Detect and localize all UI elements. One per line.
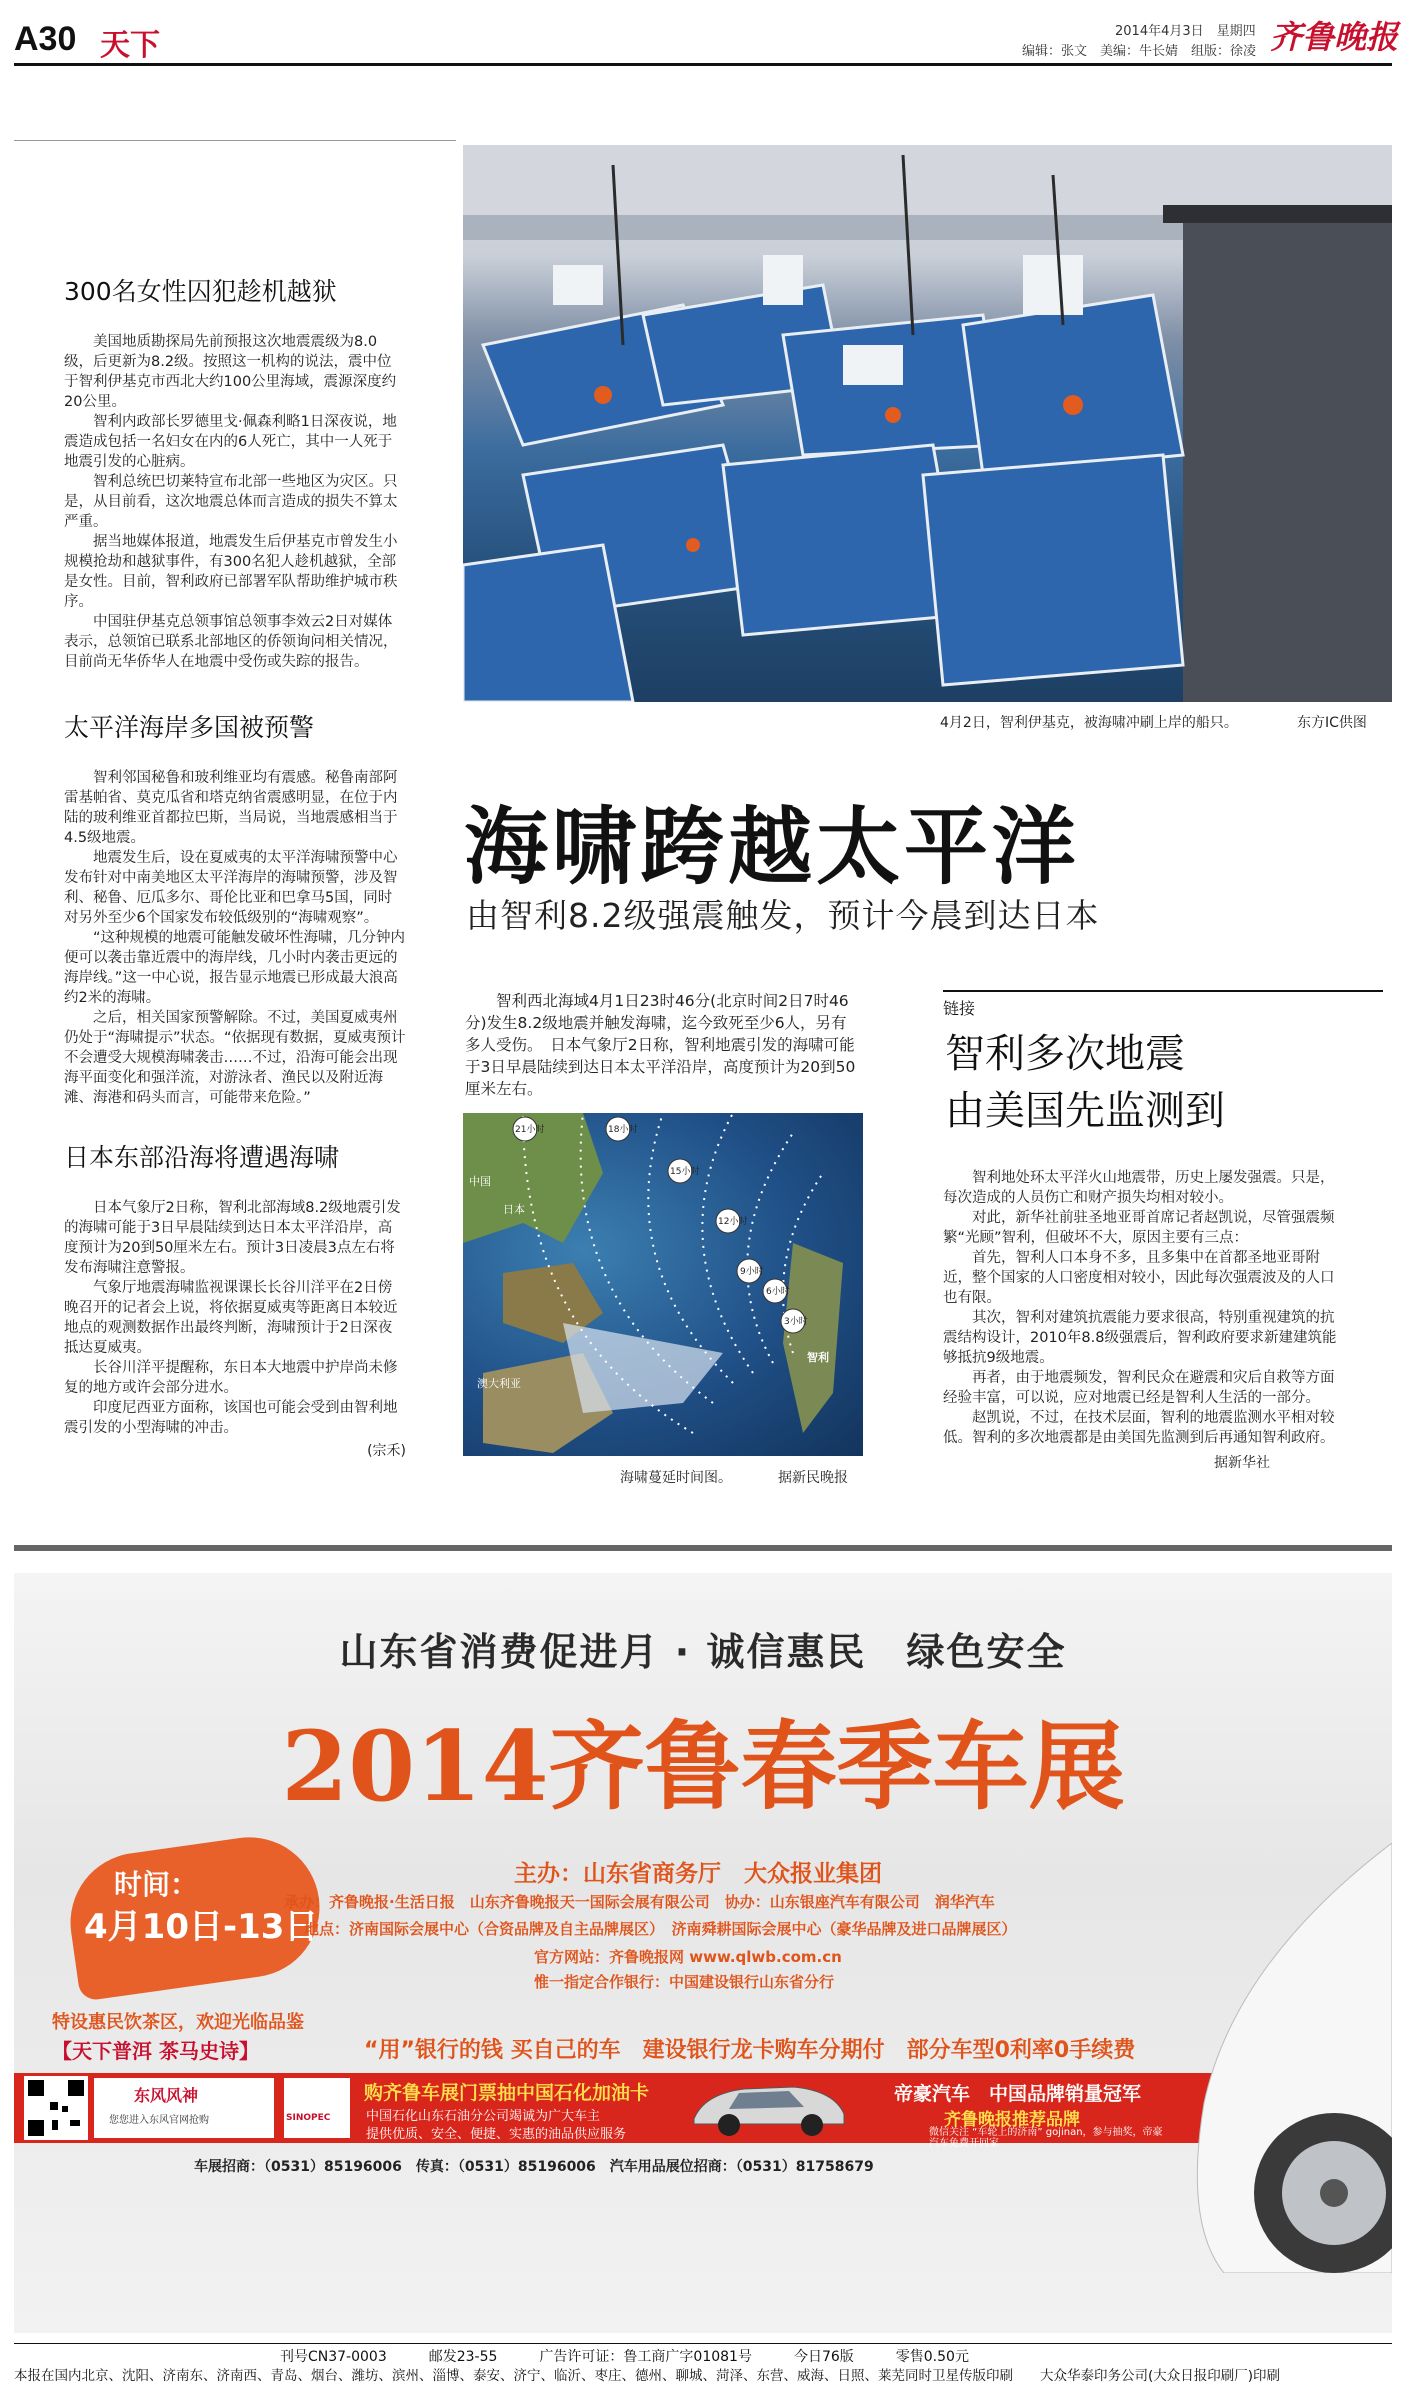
link-label: 链接 [943, 999, 976, 1018]
newspaper-logo: 齐鲁晚报 [1270, 18, 1399, 56]
paragraph: 其次，智利对建筑抗震能力要求很高，特别重视建筑的抗震结构设计，2010年8.8级强震后，智利政府要求新建建筑能够抵抗9级地震。 [943, 1310, 1337, 1366]
paragraph: 地震发生后，设在夏威夷的太平洋海啸预警中心发布针对中南美地区太平洋海岸的海啸预警，涉及智利、秘鲁、厄瓜多尔、哥伦比亚和巴拿马5国，同时对另外至少6个国家发布较低级别的“海啸观察”。 [64, 850, 398, 926]
sedan-image [684, 2069, 854, 2139]
map-label: 3小时 [784, 1317, 808, 1327]
article-body-1 [64, 332, 406, 672]
paragraph: 中国驻伊基克总领事馆总领事李效云2日对媒体表示，总领馆已联系北部地区的侨领询问相关情况，目前尚无华侨华人在地震中受伤或失踪的报告。 [64, 614, 398, 670]
page-code: A30 [14, 20, 77, 58]
sub-headline: 由智利8.2级强震触发，预计今晨到达日本 [466, 896, 1100, 935]
editors-line: 编辑：张文 美编：牛长婧 组版：徐凌 [1022, 44, 1257, 59]
map-label: 18小时 [608, 1125, 638, 1135]
map-label: 智利 [807, 1351, 829, 1364]
paragraph: 气象厅地震海啸监视课课长长谷川洋平在2日傍晚召开的记者会上说，将依据夏威夷等距离日本较近地点的观测数据作出最终判断，海啸预计于2日深夜抵达夏威夷。 [64, 1280, 398, 1356]
map-label: 日本 [503, 1203, 525, 1216]
paragraph: 再者，由于地震频发，智利民众在避震和灾后自救等方面经验丰富，可以说，应对地震已经是智利人生活的一部分。 [943, 1370, 1335, 1406]
map-label: 15小时 [670, 1167, 700, 1177]
paragraph: 长谷川洋平提醒称，东日本大地震中护岸尚未修复的地方或许会部分进水。 [64, 1360, 398, 1396]
ad-separator [14, 1545, 1392, 1551]
map-label: 9小时 [740, 1267, 764, 1277]
map-illustration [463, 1113, 863, 1456]
sinopec-sub-2: 提供优质、安全、便捷、实惠的油品供应服务 [366, 2127, 627, 2142]
dongfeng-sub: 您您进入东风官网抢购 [109, 2115, 209, 2126]
ad-big-title: 2014齐鲁春季车展 [281, 1710, 1125, 1823]
lead-paragraph: 智利西北海域4月1日23时46分(北京时间2日7时46分)发生8.2级地震并触发海啸，迄今致死至少6人，另有多人受伤。 日本气象厅2日称，智利地震引发的海啸可能于3日早晨陆续到达日本太平洋沿岸，高度预计为20到50厘米左右。 [465, 992, 856, 1098]
paragraph: 美国地质勘探局先前预报这次地震震级为8.0级，后更新为8.2级。按照这一机构的说法，震中位于智利伊基克市西北大约100公里海域，震源深度约20公里。 [64, 334, 397, 410]
ad-site: 官方网站：齐鲁晚报网 www.qlwb.com.cn [534, 1948, 842, 1966]
paragraph: 日本气象厅2日称，智利北部海域8.2级地震引发的海啸可能于3日早晨陆续到达日本太平洋沿岸，高度预计为20到50厘米左右。预计3日凌晨3点左右将发布海啸注意警报。 [64, 1200, 401, 1276]
link-rule [943, 990, 1383, 992]
paragraph: “这种规模的地震可能触发破坏性海啸，几分钟内便可以袭击靠近震中的海岸线，几小时内袭击更远的海岸线。”这一中心说，报告显示地震已形成最大浪高约2米的海啸。 [64, 930, 406, 1006]
paragraph: 赵凯说，不过，在技术层面，智利的地震监测水平相对较低。智利的多次地震都是由美国先监测到后再通知智利政府。 [943, 1410, 1335, 1446]
header-rule [14, 63, 1392, 66]
paragraph: 智利地处环太平洋火山地震带，历史上屡发强震。只是，每次造成的人员伤亡和财产损失均相对较小。 [943, 1170, 1335, 1206]
sinopec-logo-box [284, 2078, 350, 2138]
geely-note: 微信关注 “车轮上的济南” gojinan，参与抽奖，帝豪汽车免费开回家 [929, 2127, 1163, 2149]
footer-rule [14, 2343, 1392, 2344]
link-credit: 据新华社 [1214, 1455, 1270, 1471]
tea-line-2: 【天下普洱 茶马史诗】 [52, 2039, 259, 2063]
map-label: 澳大利亚 [477, 1377, 521, 1390]
footer-line-1: 刊号CN37-0003 邮发23-55 广告许可证：鲁工商广字01081号 今日76版 零售0.50元 [280, 2349, 969, 2365]
sinopec-sub-1: 中国石化山东石油分公司竭诚为广大车主 [366, 2109, 601, 2124]
link-title-2: 由美国先监测到 [945, 1088, 1225, 1134]
map-credit: 据新民晚报 [778, 1470, 848, 1486]
paragraph: 智利邻国秘鲁和玻利维亚均有震感。秘鲁南部阿雷基帕省、莫克瓜省和塔克纳省震感明显，在位于内陆的玻利维亚首都拉巴斯，当局说，当地震感相当于4.5级地震。 [64, 770, 398, 846]
map-caption: 海啸蔓延时间图。 [620, 1470, 732, 1486]
photo-stranded-boats [463, 145, 1392, 702]
sinopec-title: 购齐鲁车展门票抽中国石化加油卡 [364, 2082, 650, 2104]
time-value: 4月10日-13日 [84, 1907, 319, 1947]
map-label: 12小时 [718, 1217, 748, 1227]
ad-top-line: 山东省消费促进月 · 诚信惠民 绿色安全 [339, 1630, 1067, 1674]
column-top-rule [14, 140, 456, 141]
map-label: 6小时 [766, 1287, 790, 1297]
dongfeng-logo: 东风风神 [134, 2086, 199, 2105]
link-body [943, 1168, 1343, 1448]
heading-prison-break: 300名女性囚犯趁机越狱 [64, 277, 337, 306]
article-body-2 [64, 768, 406, 1108]
ad-bank: 惟一指定合作银行：中国建设银行山东省分行 [534, 1973, 835, 1991]
main-headline: 海啸跨越太平洋 [464, 798, 1081, 896]
paragraph: 首先，智利人口本身不多，且多集中在首都圣地亚哥附近，整个国家的人口密度相对较小，因此每次强震波及的人口也有限。 [943, 1250, 1335, 1306]
tea-line-1: 特设惠民饮茶区，欢迎光临品鉴 [52, 2012, 304, 2033]
geely-sub: 齐鲁晚报推荐品牌 [944, 2110, 1080, 2130]
ad-organizer: 承办：齐鲁晚报·生活日报 山东齐鲁晚报天一国际会展有限公司 协办：山东银座汽车有限公司 润华汽车 [284, 1893, 995, 1911]
paragraph: 据当地媒体报道，地震发生后伊基克市曾发生小规模抢劫和越狱事件，有300名犯人趁机越狱，全部是女性。目前，智利政府已部署军队帮助维护城市秩序。 [64, 534, 398, 610]
photo-caption: 4月2日，智利伊基克，被海啸冲刷上岸的船只。 [940, 715, 1238, 731]
date-line: 2014年4月3日 星期四 [1115, 24, 1256, 39]
footer-line-2: 本报在国内北京、沈阳、济南东、济南西、青岛、烟台、潍坊、滨州、淄博、泰安、济宁、临沂、枣庄、德州、聊城、菏泽、东营、威海、日照、莱芜同时卫星传版印刷 大众华泰印务公司(大众日报印刷厂)印刷 [14, 2368, 1281, 2384]
map-label: 中国 [469, 1175, 491, 1188]
ad-slogan: “用”银行的钱 买自己的车 建设银行龙卡购车分期付 部分车型0利率0手续费 [364, 2038, 1136, 2063]
time-label: 时间： [114, 1868, 199, 1901]
boats-illustration [463, 145, 1392, 702]
car-show-advertisement [14, 1573, 1392, 2333]
byline: (宗禾) [367, 1443, 406, 1459]
heading-pacific-warning: 太平洋海岸多国被预警 [64, 713, 315, 742]
article-body-3 [64, 1198, 406, 1438]
heading-japan-tsunami: 日本东部沿海将遭遇海啸 [64, 1143, 340, 1172]
ad-host: 主办：山东省商务厅 大众报业集团 [514, 1861, 882, 1887]
left-column [64, 272, 406, 1460]
photo-credit: 东方IC供图 [1297, 715, 1367, 731]
geely-title: 帝豪汽车 中国品牌销量冠军 [894, 2083, 1142, 2105]
car-front-image [1164, 1843, 1392, 2273]
ad-venue: 地点：济南国际会展中心（合资品牌及自主品牌展区） 济南舜耕国际会展中心（豪华品牌及进口品牌展区） [304, 1920, 1017, 1938]
qr-code [24, 2076, 88, 2140]
paragraph: 对此，新华社前驻圣地亚哥首席记者赵凯说，尽管强震频繁“光顾”智利，但破坏不大，原因主要有三点： [943, 1210, 1335, 1246]
paragraph: 之后，相关国家预警解除。不过，美国夏威夷州仍处于“海啸提示”状态。“依据现有数据，夏威夷预计不会遭受大规模海啸袭击……不过，沿海可能会出现海平面变化和强洋流，对游泳者、渔民以及附近海滩、海港和码头而言，可能带来危险。” [64, 1010, 406, 1106]
map-label: 21小时 [515, 1125, 545, 1135]
tsunami-map [463, 1113, 863, 1456]
sinopec-logo: SINOPEC [286, 2113, 331, 2123]
paragraph: 智利总统巴切莱特宣布北部一些地区为灾区。只是，从目前看，这次地震总体而言造成的损失不算太严重。 [64, 474, 398, 530]
paragraph: 智利内政部长罗德里戈·佩森利略1日深夜说，地震造成包括一名妇女在内的6人死亡，其中一人死于地震引发的心脏病。 [64, 414, 397, 470]
section-name: 天下 [100, 28, 160, 63]
link-title-1: 智利多次地震 [945, 1031, 1185, 1077]
paragraph: 印度尼西亚方面称，该国也可能会受到由智利地震引发的小型海啸的冲击。 [64, 1400, 398, 1436]
ad-contacts: 车展招商：（0531）85196006 传真：（0531）85196006 汽车用品展位招商：（0531）81758679 [194, 2159, 874, 2175]
